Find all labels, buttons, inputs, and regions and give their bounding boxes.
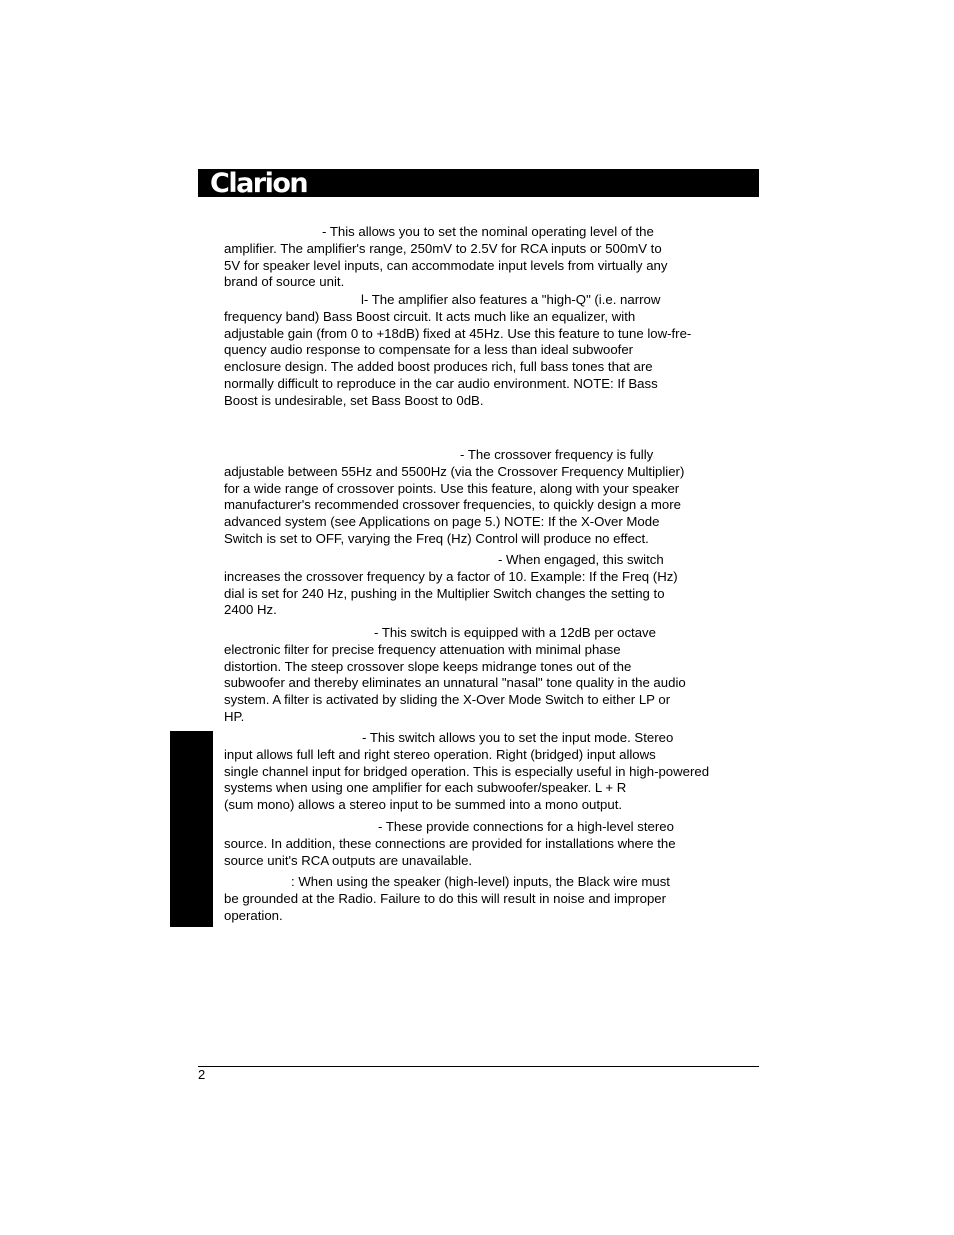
text-line: 5V for speaker level inputs, can accommodate input levels from virtually any [224, 257, 668, 273]
text-line: normally difficult to reproduce in the car audio environment. NOTE: If Bass [224, 375, 658, 391]
text-line: operation. [224, 907, 283, 923]
text-line: subwoofer and thereby eliminates an unnatural "nasal" tone quality in the audio [224, 675, 686, 691]
text-line: dial is set for 240 Hz, pushing in the Multiplier Switch changes the setting to [224, 585, 665, 601]
header-bar [198, 169, 759, 197]
text-line: source. In addition, these connections are provided for installations where the [224, 835, 676, 851]
text-line: quency audio response to compensate for a less than ideal subwoofer [224, 342, 634, 358]
text-line: source unit's RCA outputs are unavailable. [224, 852, 473, 868]
text-line: - This switch is equipped with a 12dB per octave [374, 625, 656, 640]
text-line: distortion. The steep crossover slope keeps midrange tones out of the [224, 658, 632, 674]
text-line: for a wide range of crossover points. Use this feature, along with your speaker [224, 480, 680, 496]
paragraph-caution [224, 874, 670, 924]
paragraph-xover-mode [224, 625, 686, 726]
text-line: single channel input for bridged operation. This is especially useful in high-powered [224, 763, 710, 779]
paragraph-input-mode [224, 730, 709, 814]
text-line: enclosure design. The added boost produces rich, full bass tones that are [224, 359, 653, 375]
text-line: - This switch allows you to set the input mode. Stereo [362, 730, 674, 745]
page-number: 2 [198, 1067, 206, 1082]
text-line: amplifier. The amplifier's range, 250mV to 2.5V for RCA inputs or 500mV to [224, 240, 662, 256]
clarion-logo: Clarion [210, 168, 308, 199]
text-line: system. A filter is activated by sliding the X-Over Mode Switch to either LP or [224, 692, 671, 708]
text-line: - This allows you to set the nominal operating level of the [322, 224, 654, 239]
text-line: - These provide connections for a high-level stereo [378, 819, 674, 834]
paragraph-speaker-inputs [224, 819, 676, 869]
paragraph-crossover-frequency [224, 447, 684, 548]
section-side-tab [170, 731, 213, 927]
text-line: adjustable between 55Hz and 5500Hz (via the Crossover Frequency Multiplier) [224, 463, 685, 479]
paragraph-multiplier [224, 552, 678, 619]
text-line: input allows full left and right stereo operation. Right (bridged) input allows [224, 746, 656, 762]
text-line: systems when using one amplifier for each subwoofer/speaker. L + R [224, 780, 627, 796]
text-line: adjustable gain (from 0 to +18dB) fixed at 45Hz. Use this feature to tune low-fre- [224, 325, 692, 341]
text-line: frequency band) Bass Boost circuit. It acts much like an equalizer, with [224, 308, 636, 324]
text-line: increases the crossover frequency by a factor of 10. Example: If the Freq (Hz) [224, 568, 678, 584]
text-line: - The crossover frequency is fully [460, 447, 654, 462]
text-line: advanced system (see Applications on page 5.) NOTE: If the X-Over Mode [224, 514, 660, 530]
text-line: (sum mono) allows a stereo input to be summed into a mono output. [224, 797, 623, 813]
text-line: manufacturer's recommended crossover frequencies, to quickly design a more [224, 497, 681, 513]
text-line: - When engaged, this switch [498, 552, 664, 567]
text-line: brand of source unit. [224, 274, 345, 290]
text-line: electronic filter for precise frequency attenuation with minimal phase [224, 641, 621, 657]
text-line: Switch is set to OFF, varying the Freq (Hz) Control will produce no effect. [224, 530, 649, 546]
footer-rule [198, 1066, 759, 1067]
text-line: HP. [224, 708, 245, 724]
paragraph-bass-boost [224, 292, 691, 410]
text-line: l- The amplifier also features a "high-Q" (i.e. narrow [361, 292, 661, 307]
text-line: : When using the speaker (high-level) inputs, the Black wire must [291, 874, 670, 889]
paragraph-gain [224, 224, 667, 291]
text-line: be grounded at the Radio. Failure to do this will result in noise and improper [224, 890, 667, 906]
text-line: 2400 Hz. [224, 602, 277, 618]
text-line: Boost is undesirable, set Bass Boost to 0dB. [224, 392, 484, 408]
